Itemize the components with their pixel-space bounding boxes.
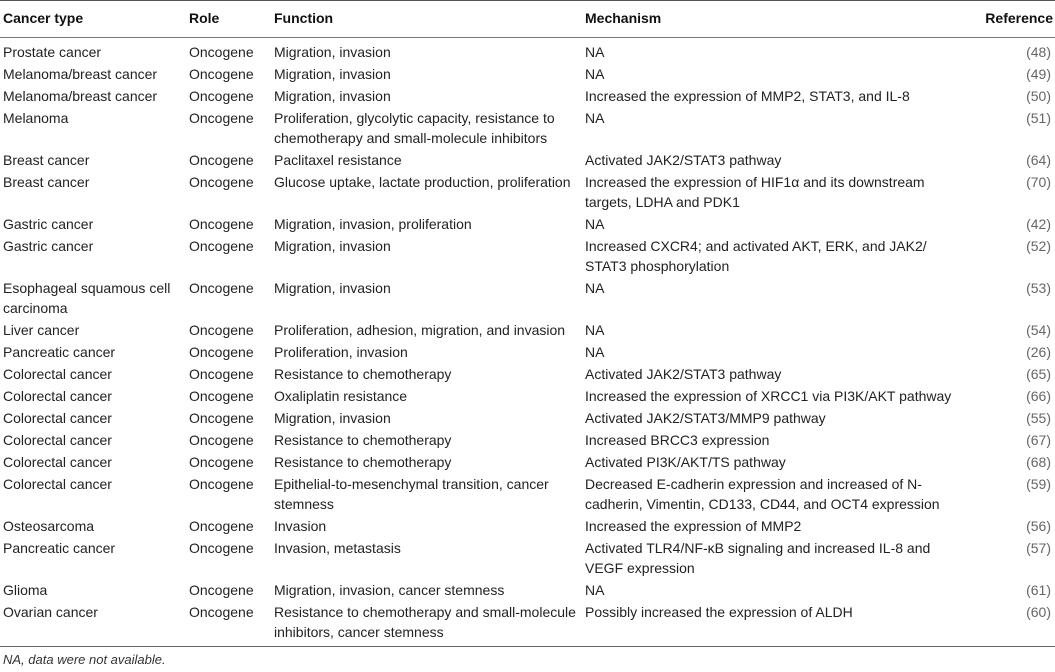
cell-role: Oncogene	[189, 388, 254, 404]
cell-mechanism: NA	[585, 322, 605, 338]
cell-mechanism: NA	[585, 344, 605, 360]
cell-reference: (56)	[1026, 518, 1051, 534]
cell-function: Invasion	[274, 518, 327, 534]
table-row	[0, 515, 1055, 537]
cell-function: Invasion, metastasis	[274, 540, 401, 556]
cell-mechanism: NA	[585, 280, 605, 296]
cell-function: Migration, invasion	[274, 66, 391, 82]
cell-mechanism: NA	[585, 110, 605, 126]
table-row	[0, 277, 1055, 319]
cell-function: Migration, invasion	[274, 44, 391, 60]
cell-function: Resistance to chemotherapy	[274, 454, 452, 470]
table-row	[0, 429, 1055, 451]
cell-cancer-type: Colorectal cancer	[3, 366, 112, 382]
cell-reference: (66)	[1026, 388, 1051, 404]
cell-role: Oncogene	[189, 410, 254, 426]
cell-role: Oncogene	[189, 432, 254, 448]
cell-function: Oxaliplatin resistance	[274, 388, 408, 404]
cell-cancer-type: Glioma	[3, 582, 48, 598]
cell-role: Oncogene	[189, 66, 254, 82]
cell-role: Oncogene	[189, 582, 254, 598]
cell-role: Oncogene	[189, 476, 254, 492]
data-table	[0, 1, 1055, 643]
cell-role: Oncogene	[189, 344, 254, 360]
cell-mechanism: Activated TLR4/NF-κB signaling and increased IL-8 and VEGF expression	[585, 540, 931, 576]
cell-reference: (52)	[1026, 238, 1051, 254]
cell-role: Oncogene	[189, 44, 254, 60]
cell-mechanism: Increased the expression of HIF1α and its downstream targets, LDHA and PDK1	[585, 174, 925, 210]
cell-role: Oncogene	[189, 518, 254, 534]
cell-cancer-type: Gastric cancer	[3, 238, 94, 254]
cell-reference: (55)	[1026, 410, 1051, 426]
cell-role: Oncogene	[189, 366, 254, 382]
cell-function: Paclitaxel resistance	[274, 152, 402, 168]
cell-reference: (42)	[1026, 216, 1051, 232]
cell-mechanism: Activated JAK2/STAT3 pathway	[585, 366, 782, 382]
cell-cancer-type: Colorectal cancer	[3, 476, 112, 492]
table-row	[0, 171, 1055, 213]
cell-cancer-type: Melanoma/breast cancer	[3, 88, 158, 104]
cell-mechanism: Increased the expression of MMP2, STAT3, and IL-8	[585, 88, 910, 104]
table-row	[0, 38, 1055, 64]
cell-function: Glucose uptake, lactate production, proliferation	[274, 174, 571, 190]
table-row	[0, 601, 1055, 643]
cell-reference: (61)	[1026, 582, 1051, 598]
cell-reference: (68)	[1026, 454, 1051, 470]
cell-function: Resistance to chemotherapy and small-molecule inhibitors, cancer stemness	[274, 604, 576, 640]
cell-role: Oncogene	[189, 152, 254, 168]
header-row	[0, 1, 1055, 38]
cell-cancer-type: Liver cancer	[3, 322, 80, 338]
cell-reference: (54)	[1026, 322, 1051, 338]
table-row	[0, 537, 1055, 579]
cell-function: Migration, invasion	[274, 88, 391, 104]
cell-cancer-type: Pancreatic cancer	[3, 344, 116, 360]
header-mechanism: Mechanism	[585, 10, 662, 26]
header-reference: Reference	[985, 10, 1053, 26]
cell-mechanism: Activated JAK2/STAT3 pathway	[585, 152, 782, 168]
cell-role: Oncogene	[189, 110, 254, 126]
cell-cancer-type: Esophageal squamous cell carcinoma	[3, 280, 171, 316]
cell-cancer-type: Melanoma	[3, 110, 69, 126]
table-body	[0, 38, 1055, 644]
table-header	[0, 1, 1055, 38]
cell-mechanism: Possibly increased the expression of ALDH	[585, 604, 853, 620]
cell-cancer-type: Gastric cancer	[3, 216, 94, 232]
cell-role: Oncogene	[189, 322, 254, 338]
cell-role: Oncogene	[189, 88, 254, 104]
cell-function: Epithelial-to-mesenchymal transition, cancer stemness	[274, 476, 549, 512]
cell-reference: (57)	[1026, 540, 1051, 556]
cell-mechanism: NA	[585, 582, 605, 598]
cell-function: Resistance to chemotherapy	[274, 366, 452, 382]
cell-function: Migration, invasion, cancer stemness	[274, 582, 505, 598]
cell-cancer-type: Ovarian cancer	[3, 604, 98, 620]
cell-role: Oncogene	[189, 540, 254, 556]
table-row	[0, 235, 1055, 277]
cell-cancer-type: Breast cancer	[3, 174, 90, 190]
cell-mechanism: Increased BRCC3 expression	[585, 432, 770, 448]
cell-function: Proliferation, invasion	[274, 344, 408, 360]
cell-cancer-type: Melanoma/breast cancer	[3, 66, 158, 82]
cell-role: Oncogene	[189, 454, 254, 470]
cell-cancer-type: Colorectal cancer	[3, 410, 112, 426]
cell-reference: (65)	[1026, 366, 1051, 382]
cell-reference: (26)	[1026, 344, 1051, 360]
table-row	[0, 107, 1055, 149]
cell-mechanism: NA	[585, 216, 605, 232]
table-row	[0, 341, 1055, 363]
table-row	[0, 451, 1055, 473]
cell-cancer-type: Colorectal cancer	[3, 454, 112, 470]
cell-mechanism: Activated JAK2/STAT3/MMP9 pathway	[585, 410, 826, 426]
header-cancer-type: Cancer type	[3, 10, 84, 26]
table-row	[0, 319, 1055, 341]
cell-reference: (64)	[1026, 152, 1051, 168]
table-row	[0, 63, 1055, 85]
cell-reference: (67)	[1026, 432, 1051, 448]
table-row	[0, 473, 1055, 515]
cell-function: Migration, invasion	[274, 280, 391, 296]
cell-cancer-type: Osteosarcoma	[3, 518, 95, 534]
cell-reference: (59)	[1026, 476, 1051, 492]
cell-function: Migration, invasion, proliferation	[274, 216, 472, 232]
cell-reference: (60)	[1026, 604, 1051, 620]
cell-function: Migration, invasion	[274, 410, 391, 426]
cell-role: Oncogene	[189, 238, 254, 254]
cell-mechanism: Increased CXCR4; and activated AKT, ERK, and JAK2/ STAT3 phosphorylation	[585, 238, 927, 274]
cell-reference: (51)	[1026, 110, 1051, 126]
cell-function: Proliferation, adhesion, migration, and invasion	[274, 322, 566, 338]
cell-cancer-type: Prostate cancer	[3, 44, 102, 60]
cell-mechanism: Increased the expression of MMP2	[585, 518, 802, 534]
cell-reference: (49)	[1026, 66, 1051, 82]
cell-mechanism: NA	[585, 44, 605, 60]
cell-role: Oncogene	[189, 174, 254, 190]
table-row	[0, 579, 1055, 601]
table-row	[0, 213, 1055, 235]
table-row	[0, 85, 1055, 107]
cell-function: Migration, invasion	[274, 238, 391, 254]
cell-cancer-type: Breast cancer	[3, 152, 90, 168]
cell-mechanism: NA	[585, 66, 605, 82]
cell-function: Resistance to chemotherapy	[274, 432, 452, 448]
cell-mechanism: Activated PI3K/AKT/TS pathway	[585, 454, 786, 470]
cell-reference: (53)	[1026, 280, 1051, 296]
table-row	[0, 363, 1055, 385]
table-row	[0, 149, 1055, 171]
cell-reference: (70)	[1026, 174, 1051, 190]
cell-mechanism: Decreased E-cadherin expression and increased of N-cadherin, Vimentin, CD133, CD44, and OCT4 expression	[585, 476, 940, 512]
cell-cancer-type: Colorectal cancer	[3, 388, 112, 404]
header-role: Role	[189, 10, 220, 26]
cell-role: Oncogene	[189, 280, 254, 296]
header-function: Function	[274, 10, 334, 26]
cell-reference: (48)	[1026, 44, 1051, 60]
cell-role: Oncogene	[189, 216, 254, 232]
table-footnote: NA, data were not available.	[3, 652, 166, 667]
cell-cancer-type: Pancreatic cancer	[3, 540, 116, 556]
cell-cancer-type: Colorectal cancer	[3, 432, 112, 448]
cell-reference: (50)	[1026, 88, 1051, 104]
cell-function: Proliferation, glycolytic capacity, resistance to chemotherapy and small-molecule inhibitors	[274, 110, 555, 146]
cell-role: Oncogene	[189, 604, 254, 620]
table-row	[0, 385, 1055, 407]
table-row	[0, 407, 1055, 429]
cell-mechanism: Increased the expression of XRCC1 via PI3K/AKT pathway	[585, 388, 952, 404]
